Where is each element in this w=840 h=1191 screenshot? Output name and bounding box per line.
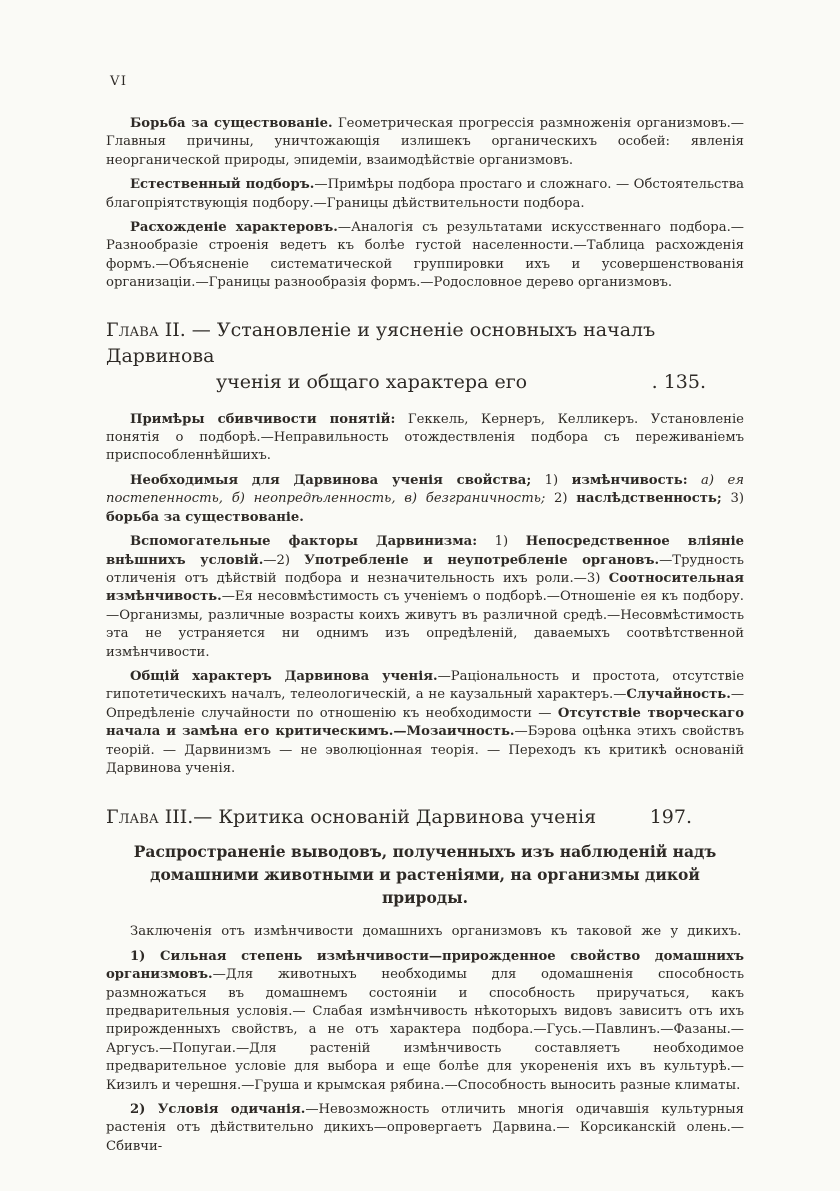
chapter-3-heading [106, 804, 744, 830]
text-run-bold: Примѣры сбивчивости понятій: [130, 411, 396, 427]
text-run-bold: Естественный подборъ. [130, 177, 315, 193]
text-run: —2) [263, 552, 305, 568]
text-run: 2) [545, 491, 577, 507]
text-run-bold: Расхожденіе характеровъ. [130, 220, 338, 236]
text-run-italic: а) ея постепенность, б) неопредѣленность, в) безграничность; [106, 472, 745, 507]
chapter-2-page-ref: . 135. [651, 370, 706, 393]
text-run-bold: 1) Сильная степень измѣнчивости—прирожденное свойство домашнихъ организмовъ. [106, 948, 744, 983]
text-run-bold: Отсутствіе творческаго начала и замѣна его критическимъ.—Мозаичность. [106, 705, 744, 740]
text-run: —Примѣры подбора простаго и сложнаго. — Обстоятельства благопріятствующія подбору.—Границы дѣйствительности подбора. [106, 177, 744, 211]
toc-entry-auxiliary-factors [106, 533, 744, 662]
text-run: —Бэрова оцѣнка этихъ свойствъ теорій. — Дарвинизмъ — не эволюціонная теорія. — Переходъ къ критикѣ основаній Дарвинова ученія. [106, 724, 744, 776]
text-run-bold: Случайность. [626, 687, 731, 703]
toc-entry-natural-selection [106, 176, 744, 213]
toc-entry-feral-conditions [106, 1101, 744, 1156]
text-run: —Невозможность отличить многія одичавшія культурныя растенія отъ дѣйствительно дикихъ—опровергаетъ Дарвина.— Корсиканскій олень.—Сбивчи- [106, 1102, 744, 1154]
text-run: Геккель, Кернеръ, Келликеръ. Установленіе понятія о подборѣ.—Неправильность отождествленія подбора съ переживаніемъ приспособленнѣйшихъ. [106, 411, 744, 464]
toc-entry-conclusions [106, 923, 744, 941]
text-run: 3) [721, 491, 744, 507]
chapter-2-line-2 [106, 369, 744, 395]
chapter-2-line-1 [106, 317, 744, 369]
chapter-3-line [106, 804, 744, 830]
text-run: —Ея несовмѣстимость съ ученіемъ о подборѣ.—Отношеніе ея къ подбору. —Организмы, различные возрасты коихъ живутъ въ различной средѣ.—Несовмѣстимость эта не устраняется ни однимъ изъ опредѣленій, даваемыхъ соотвѣтственной измѣнчивости. [106, 589, 744, 660]
text-run: — Опредѣленіе случайности по отношенію къ необходимости — [106, 687, 744, 721]
chapter-2-title: — Установленіе и уясненіе основныхъ началъ Дарвинова [106, 318, 656, 367]
text-run-bold: 2) Условія одичанія. [130, 1102, 306, 1118]
text-run: —Трудность отличенія отъ дѣйствій подбора и незначительность ихъ роли.—3) [106, 552, 744, 586]
chapter-3-title: — Критика основаній Дарвинова ученія [193, 806, 597, 829]
chapter-3-label: Глава III. [106, 806, 194, 829]
text-run-bold: Общій характеръ Дарвинова ученія. [130, 668, 438, 684]
text-run-bold: Борьба за существованіе. [130, 116, 333, 131]
text-run: —Аналогія съ результатами искусственнаго подбора.— Разнообразіе строенія ведетъ къ болѣе густой населенности.—Таблица расхожденія формъ.—Объясненіе систематической группировки ихъ и усовершенствованія организаціи.—Границы разнообразія формъ.—Родословное дерево организмовъ. [106, 220, 744, 291]
chapter-2-title-continued: ученія и общаго характера его [216, 370, 528, 393]
text-run: 1) [477, 534, 526, 550]
text-run: —Для животныхъ необходимы для одомашненія способность размножаться въ домашнемъ состояніи и способность приручаться, какъ предварительныя условія.— Слабая измѣнчивость нѣкоторыхъ видовъ зависитъ отъ ихъ прирожденныхъ свойствъ, а не отъ характера подбора.—Гусь.—Павлинъ.—Фазаны.—Аргусъ.—Попугаи.—Для растеній измѣнчивость составляетъ необходимое предварительное условіе для выбора и еще болѣе для укорененія ихъ въ культурѣ.—Кизилъ и черешня.—Груша и крымская рябина.—Способность выносить разные климаты. [106, 967, 744, 1093]
toc-entry-divergence-of-characters [106, 219, 744, 293]
chapter-2-heading [106, 317, 744, 395]
text-run: Заключенія отъ измѣнчивости домашнихъ организмовъ къ таковой же у дикихъ. [130, 924, 742, 940]
chapter-2-label: Глава II. [106, 318, 186, 341]
text-run-bold: Вспомогательные факторы Дарвинизма: [130, 534, 478, 550]
text-run: —Раціональность и простота, отсутствіе гипотетическихъ началъ, телеологическій, а не каузальный характеръ.— [106, 668, 744, 703]
text-run-bold: борьба за существованіе. [106, 509, 304, 525]
text-run-bold: Необходимыя для Дарвинова ученія свойства; [130, 472, 532, 488]
toc-entry-necessary-properties [106, 472, 744, 527]
text-run-bold: Соотносительная измѣнчивость. [106, 570, 744, 605]
section-heading: Распространеніе выводовъ, полученныхъ изъ наблюденій надъ домашними животными и растеніями, на организмы дикой природы. [133, 842, 717, 908]
text-run-bold: Непосредственное вліяніе внѣшнихъ условій. [106, 534, 744, 568]
text-run: 1) [531, 472, 572, 488]
toc-entry-confused-notions [106, 411, 744, 466]
text-run: Геометрическая прогрессія размноженія организмовъ.— Главныя причины, уничтожающія излишекъ органическихъ особей: явленія неорганической природы, эпидеміи, взаимодѣйствіе организмовъ. [106, 116, 744, 168]
toc-entry-strong-variability [106, 948, 744, 1095]
text-run-bold: наслѣдственность; [576, 491, 722, 507]
toc-entry-general-character [106, 668, 744, 778]
page-number: VI [110, 74, 128, 89]
chapter-3-page-ref: 197. [649, 806, 692, 829]
text-run-bold: измѣнчивость: [571, 472, 688, 488]
toc-entry-struggle-for-existence [106, 115, 744, 170]
text-run-bold: Употребленіе и неупотребленіе органовъ. [304, 552, 660, 568]
